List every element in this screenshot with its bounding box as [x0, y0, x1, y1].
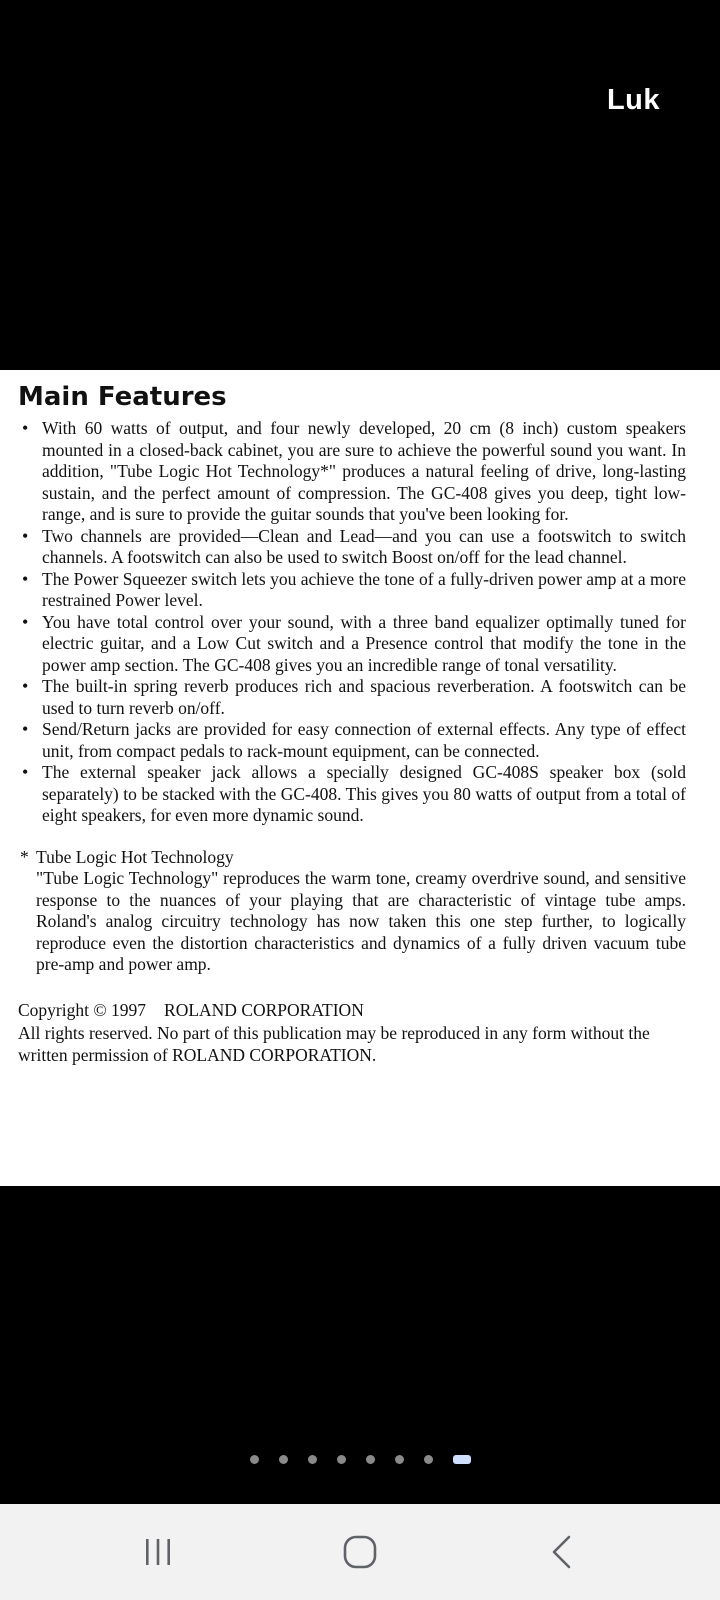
bullet-icon: • — [22, 762, 29, 782]
bullet-icon: • — [22, 568, 29, 589]
home-icon — [343, 1535, 377, 1569]
viewer-top-bar — [0, 0, 720, 370]
bullet-icon: • — [22, 418, 29, 438]
page-dot[interactable] — [250, 1455, 259, 1464]
feature-text: With 60 watts of output, and four newly developed, 20 cm (8 inch) custom speakers mounted in a closed-back cabinet, you are sure to achieve the powerful sound you want. In addition, "Tube Logic Hot Technology*" produces a natural feeling of drive, long-lasting sustain, and the perfect amount of compression. The GC-408 gives you deep, tight low-range, and is sure to provide the guitar sounds that you've been looking for. — [42, 418, 686, 524]
recents-icon — [142, 1536, 174, 1568]
close-button[interactable]: Luk — [606, 84, 660, 116]
footnote-marker: * — [20, 846, 29, 867]
footnote — [18, 847, 686, 976]
feature-text: You have total control over your sound, with a three band equalizer optimally tuned for electric guitar, and a Low Cut switch and a Presence control that modify the tone in the power amp section. The GC-408 gives you an incredible range of tonal versatility. — [42, 611, 686, 675]
bullet-icon: • — [22, 525, 29, 546]
page-dot[interactable] — [424, 1455, 433, 1464]
page-dot[interactable] — [308, 1455, 317, 1464]
rights-notice: All rights reserved. No part of this publication may be reproduced in any form without the written permission of ROLAND CORPORATION. — [18, 1022, 650, 1065]
page-indicator — [0, 1452, 720, 1466]
feature-text: Send/Return jacks are provided for easy connection of external effects. Any type of effect unit, from compact pedals to rack-mount equipment, can be connected. — [42, 719, 686, 761]
recents-button[interactable] — [98, 1504, 218, 1600]
system-nav-bar — [0, 1504, 720, 1600]
back-button[interactable] — [502, 1504, 622, 1600]
feature-text: The Power Squeezer switch lets you achieve the tone of a fully-driven power amp at a more restrained Power level. — [42, 568, 686, 610]
footnote-body: "Tube Logic Technology" reproduces the warm tone, creamy overdrive sound, and sensitive response to the nuances of your playing that are characteristic of vintage tube amps. Roland's analog circuitry technology has now taken this one step further, to logically reproduce even the distortion characteristics and dynamics of a fully driven vacuum tube pre-amp and power amp. — [36, 868, 686, 974]
back-icon — [549, 1535, 575, 1569]
copyright-label: Copyright © 1997 — [18, 999, 147, 1020]
list-item — [18, 612, 686, 677]
bullet-icon: • — [22, 719, 29, 739]
footnote-heading: Tube Logic Hot Technology — [36, 846, 234, 867]
page-dot[interactable] — [337, 1455, 346, 1464]
page-dot[interactable] — [395, 1455, 404, 1464]
list-item — [18, 719, 686, 762]
list-item — [18, 569, 686, 612]
feature-text: Two channels are provided—Clean and Lead—and you can use a footswitch to switch channels. A footswitch can also be used to switch Boost on/off for the lead channel. — [42, 525, 686, 567]
page-dot-active[interactable] — [453, 1455, 471, 1464]
feature-text: The external speaker jack allows a specially designed GC-408S speaker box (sold separately) to be stacked with the GC-408. This gives you 80 watts of output from a total of eight speakers, for even more dynamic sound. — [42, 762, 686, 825]
copyright-company: ROLAND CORPORATION — [164, 999, 364, 1020]
page-title: Main Features — [18, 382, 227, 412]
list-item — [18, 526, 686, 569]
document-page — [0, 370, 720, 1186]
feature-list — [18, 418, 686, 827]
list-item — [18, 676, 686, 719]
list-item — [18, 418, 686, 526]
bullet-icon: • — [22, 611, 29, 632]
copyright-line — [18, 998, 686, 1022]
page-dot[interactable] — [366, 1455, 375, 1464]
list-item — [18, 762, 686, 827]
feature-text: The built-in spring reverb produces rich and spacious reverberation. A footswitch can be used to turn reverb on/off. — [42, 676, 686, 718]
page-dot[interactable] — [279, 1455, 288, 1464]
home-button[interactable] — [300, 1504, 420, 1600]
bullet-icon: • — [22, 676, 29, 696]
